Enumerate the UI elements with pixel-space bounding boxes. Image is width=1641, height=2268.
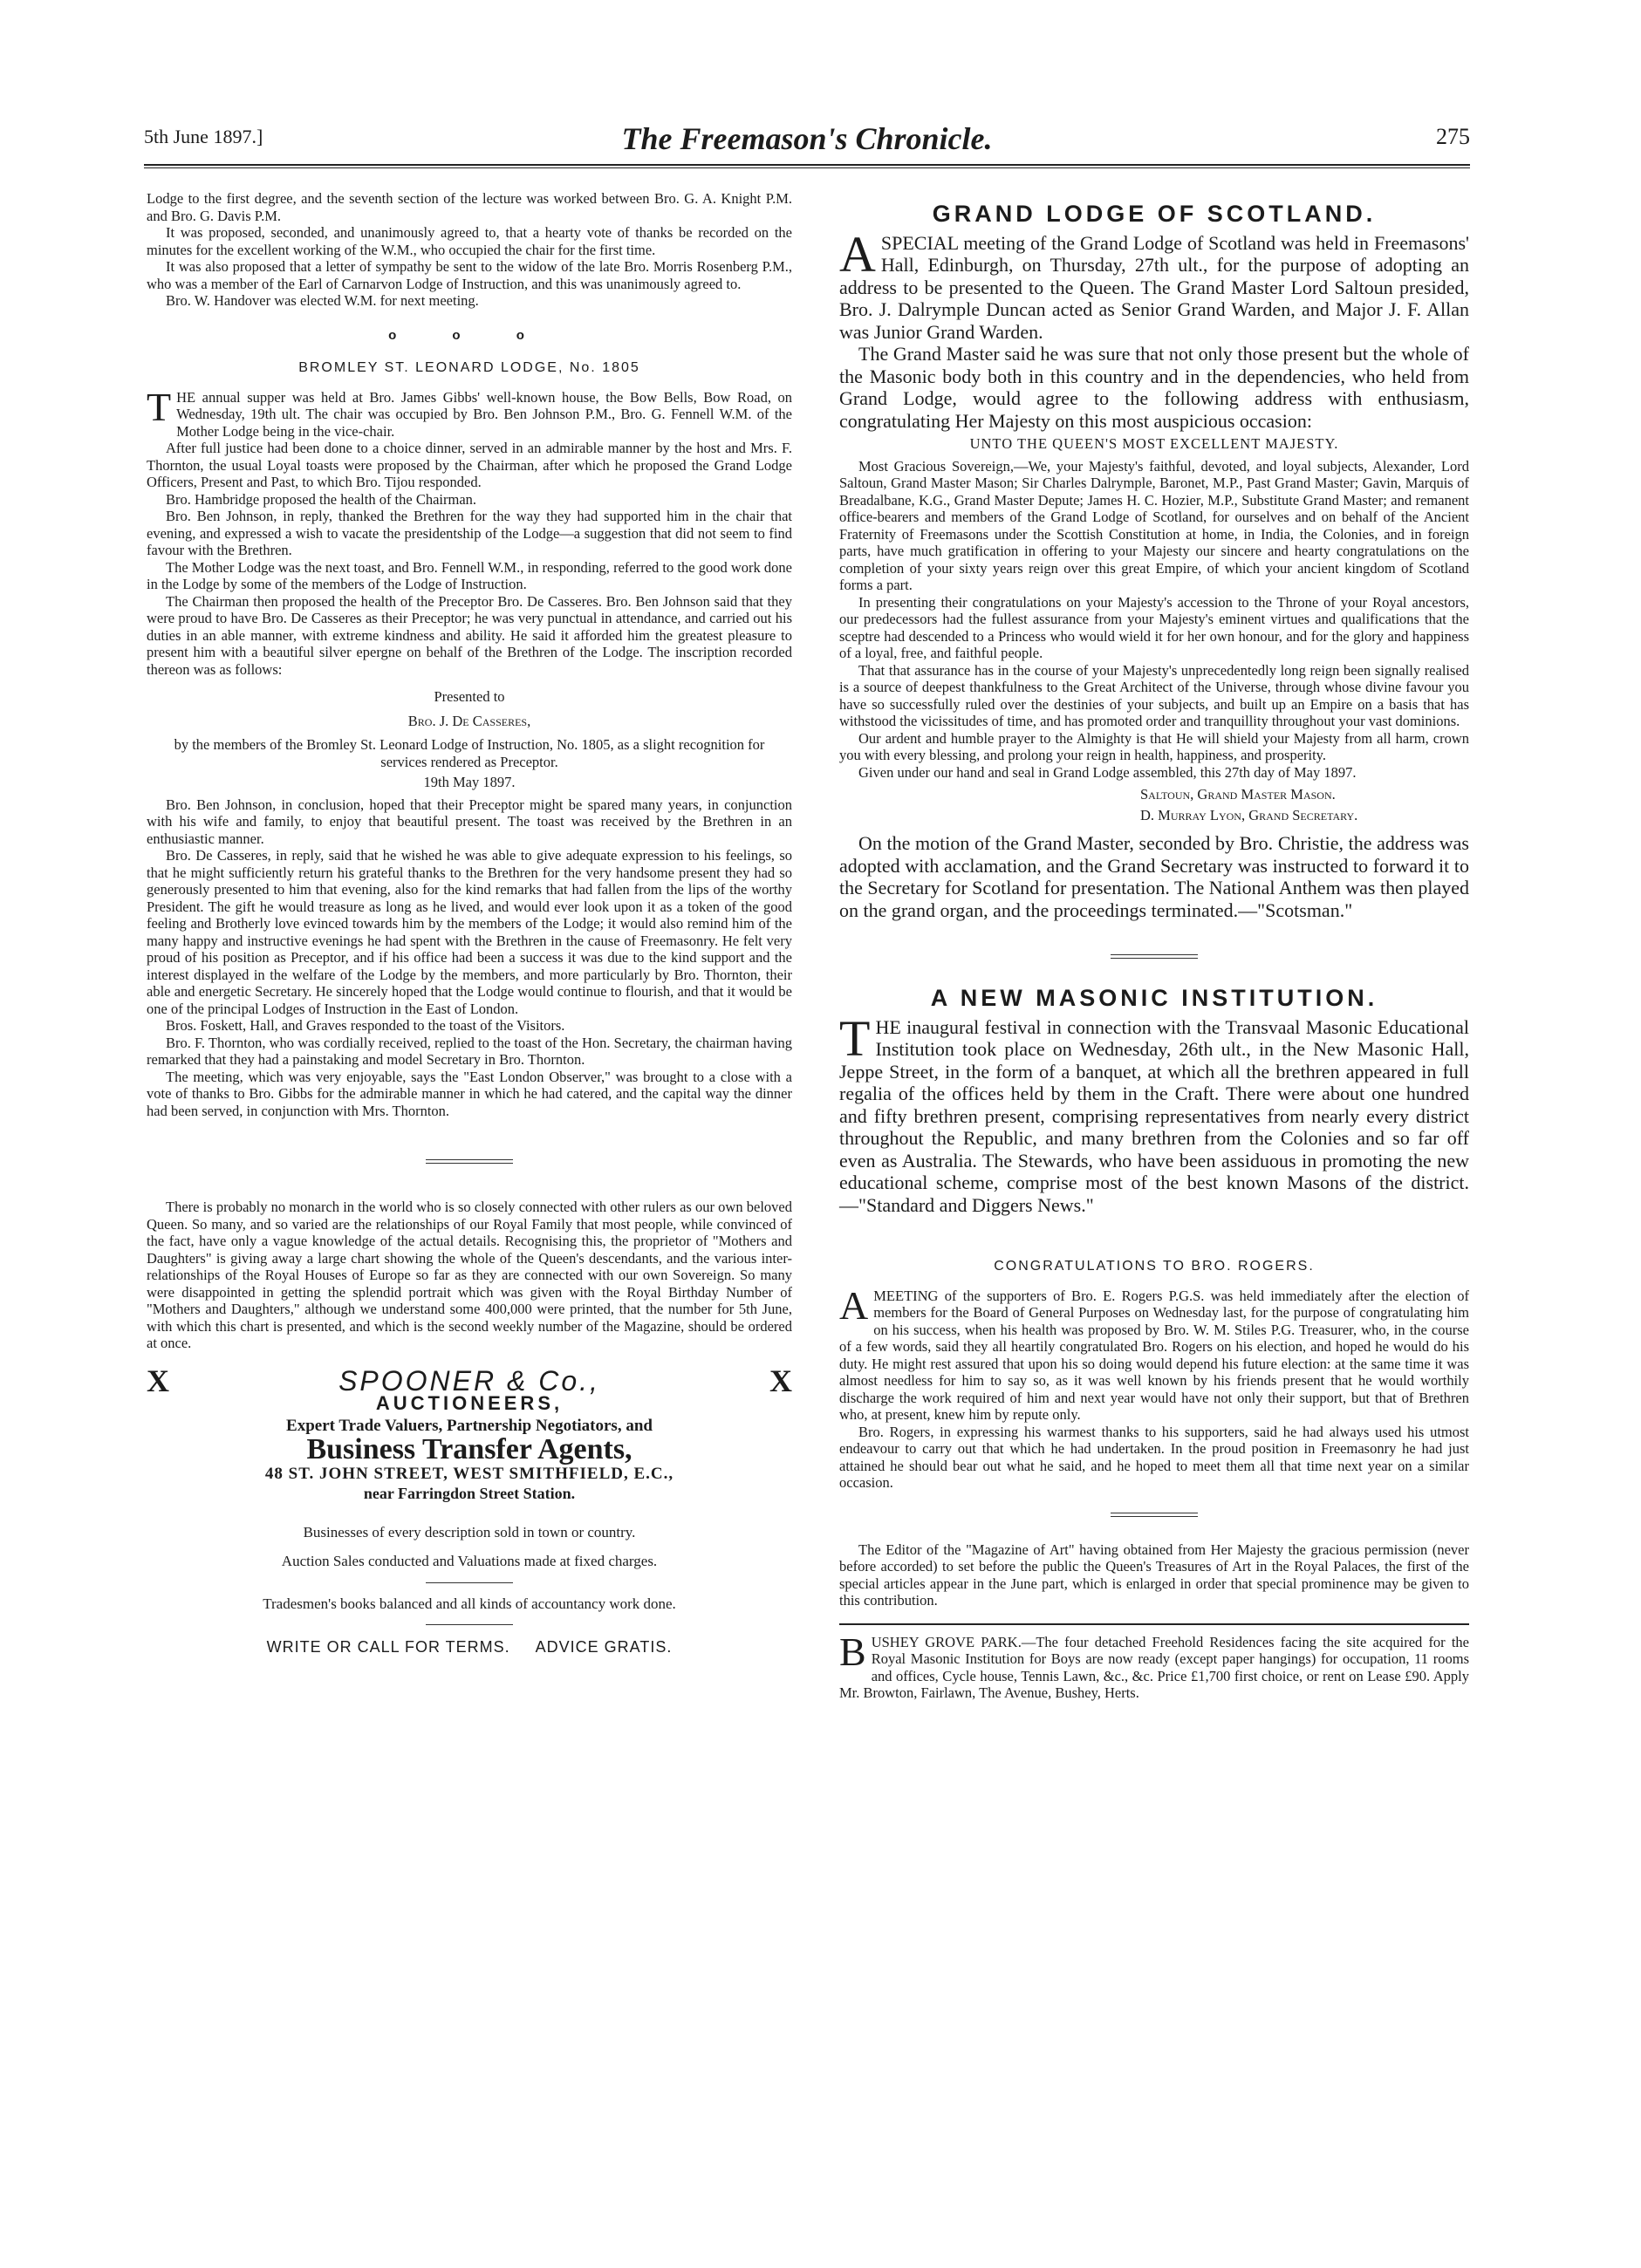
inscription-line: Presented to [434, 688, 505, 705]
paragraph: Given under our hand and seal in Grand Lodge assembled, this 27th day of May 1897. [858, 763, 1357, 781]
drop-cap: B [839, 1629, 866, 1674]
drop-cap: T [147, 384, 172, 429]
ad-auctioneers: AUCTIONEERS, [375, 1392, 564, 1414]
paragraph: THE inaugural festival in connection with the Transvaal Masonic Educational Institution took place on Wednesday, 26th ult., in the New Masonic Hall, Jeppe Street, in the form of a banquet, at which all the brethren appeared in full regalia of the offices held by them in the Craft. There were about one hundred and fifty brethren present, comprising representatives from nearly every district throughout the Republic, and many brethren from the Colonies and so far off even as Australia. The Stewards, who have been assiduous in promoting the new educational scheme, comprise most of the best known Masons of the district.—"Standard and Diggers News." [839, 1009, 1469, 1216]
paragraph: Bro. Ben Johnson, in conclusion, hoped that their Preceptor might be spared many years, in conjunction with his wife and family, to enjoy that beautiful present. The toast was received by the Brethren in an enthusiastic manner. [147, 796, 792, 847]
article-title-rogers: CONGRATULATIONS TO BRO. ROGERS. [994, 1259, 1315, 1274]
ad-station: near Farringdon Street Station. [363, 1485, 576, 1502]
separator: o o o [388, 327, 550, 343]
paragraph: Bro. Hambridge proposed the health of the Chairman. [166, 490, 477, 508]
left-column [147, 190, 792, 1657]
paragraph: THE annual supper was held at Bro. James Gibbs' well-known house, the Bow Bells, Bow Road, on Wednesday, 19th ult. The chair was occupied by Bro. Ben Johnson P.M., Bro. G. Fennell W.M. of the Mother Lodge being in the vice-chair. [147, 384, 792, 440]
ad-firm-name: SPOONER & Co., [338, 1364, 600, 1397]
ad-x-left: X [147, 1363, 169, 1398]
paragraph: The Editor of the "Magazine of Art" having obtained from Her Majesty the gracious permission (never before accorded) to set before the public the Queen's Treasures of Art in the Royal Palaces, the first of the special articles appear in the June part, which is enlarged in order that special prominence may be given to this contribution. [839, 1540, 1469, 1609]
ad-address: 48 ST. JOHN STREET, WEST SMITHFIELD, E.C., [264, 1464, 674, 1483]
paragraph: It was also proposed that a letter of sympathy be sent to the widow of the late Bro. Morris Rosenberg P.M., who was a member of the Earl of Carnarvon Lodge of Instruction, and this was unanimously agreed to. [147, 258, 792, 292]
divider [1111, 1513, 1198, 1517]
ad-divider [426, 1624, 513, 1625]
inscription-date: 19th May 1897. [423, 774, 516, 790]
ad-x-right: X [769, 1363, 792, 1398]
article-title-scotland: GRAND LODGE OF SCOTLAND. [932, 201, 1377, 227]
paragraph: Bros. Foskett, Hall, and Graves responded to the toast of the Visitors. [166, 1017, 565, 1034]
drop-cap: A [839, 1282, 869, 1328]
paragraph: The Grand Master said he was sure that not only those present but the whole of the Masonic body both in this country and in the dependencies, who held from Grand Lodge, would agree to the following address with enthusiasm, congratulating Her Majesty on this most auspicious occasion: [839, 343, 1469, 432]
divider [426, 1159, 513, 1164]
paragraph: Bro. De Casseres, in reply, said that he wished he was able to give adequate expression to his feelings, so that he might sufficiently return his grateful thanks to the Brethren for the very handsome present they had so generously presented to him that evening, also for the kind remarks that had fallen from the lips of the worthy President. The gift he would treasure as long as he lived, and would ever look upon it as a token of the good feeling and Brotherly love evinced towards him by the members of the Lodge; it would also remind him of the many happy and instructive evenings he had spent with the Brethren in the cause of Freemasonry. He felt very proud of his position as Preceptor, and if his office had been a success it was due to the kind support and the interest displayed in the welfare of the Lodge by the members, and more particularly by Bro. Thornton, their able and energetic Secretary. He sincerely hoped that the Lodge would continue to flourish, and that it would be one of the principal Lodges of Instruction in the East of London. [147, 847, 792, 1017]
divider [1111, 954, 1198, 959]
ad-header [147, 1363, 792, 1398]
article-title-bromley: BROMLEY ST. LEONARD LODGE, No. 1805 [298, 360, 640, 375]
paragraph: The Mother Lodge was the next toast, and Bro. Fennell W.M., in responding, referred to the good work done in the Lodge by some of the members of the Lodge of Instruction. [147, 558, 792, 592]
paragraph: The meeting, which was very enjoyable, says the "East London Observer," was brought to a close with a vote of thanks to Bro. Gibbs for the admirable manner in which he had catered, and the capital way the dinner had been served, in conjunction with Mrs. Thornton. [147, 1068, 792, 1119]
ad-write: WRITE OR CALL FOR TERMS. ADVICE GRATIS. [266, 1638, 673, 1656]
inscription-name: Bro. J. De Casseres, [407, 712, 531, 729]
paragraph: There is probably no monarch in the world who is so closely connected with other rulers as our own beloved Queen. So many, and so varied are the relationships of our Royal Family that most people, while convinced of the fact, have only a vague knowledge of the actual details. Recognising this, the proprietor of "Mothers and Daughters" is giving away a large chart showing the whole of the Queen's descendants, and the various inter-relationships of the Royal Houses of Europe so far as they are connected with our own Sovereign. So many were disappointed in getting the splendid portrait which was given with the Royal Birthday Number of "Mothers and Daughters," although we understand some 400,000 were printed, that the number for 5th June, with which this chart is presented, and which is the second weekly number of the Magazine, should be ordered at once. [147, 1199, 792, 1351]
paragraph: The Chairman then proposed the health of the Preceptor Bro. De Casseres. Bro. Ben Johnson said that they were proud to have Bro. De Casseres as their Preceptor; he was very punctual in attendance, and carried out his duties in an able manner, with extreme kindness and ability. He said it afforded him the greatest pleasure to present him with a beautiful silver epergne on behalf of the Brethren of the Lodge. The inscription recorded thereon was as follows: [147, 592, 792, 678]
ad-divider [426, 1582, 513, 1583]
paragraph: Bro. Ben Johnson, in reply, thanked the Brethren for the way they had supported him in the chair that evening, and expressed a wish to vacate the presidentship of the Lodge—a suggestion that did not seem to find favour with the Brethren. [147, 508, 792, 558]
paragraph: It was proposed, seconded, and unanimously agreed to, that a hearty vote of thanks be recorded on the minutes for the excellent working of the W.M., who occupied the chair for the first time. [147, 224, 792, 258]
paragraph: After full justice had been done to a choice dinner, served in an admirable manner by the host and Mrs. F. Thornton, the usual Loyal toasts were proposed by the Chairman, after which he proposed the Grand Lodge Officers, Present and Past, to which Bro. Tijou responded. [147, 440, 792, 490]
header-rule-thin [144, 167, 1470, 168]
paragraph: That that assurance has in the course of your Majesty's unprecedentedly long reign been signally realised is a source of deepest thankfulness to the Great Architect of the Universe, through whose divine favour you have so successfully ruled over the destinies of your subjects, and built up an Empire on a basis that has withstood the vicissitudes of time, and has promoted order and tranquillity throughout your vast dominions. [839, 661, 1469, 729]
drop-cap: A [839, 225, 876, 283]
ad-business-agents: Business Transfer Agents, [306, 1433, 632, 1465]
ad-line: Auction Sales conducted and Valuations made at fixed charges. [281, 1553, 658, 1569]
page-number: 275 [1436, 124, 1470, 149]
masthead: The Freemason's Chronicle. [621, 121, 993, 156]
inscription-text: by the members of the Bromley St. Leonard Lodge of Instruction, No. 1805, as a slight recognition for services rendered as Preceptor. [174, 736, 765, 770]
issue-date: 5th June 1897.] [144, 126, 263, 147]
ad-line: Tradesmen's books balanced and all kinds of accountancy work done. [263, 1595, 676, 1612]
drop-cap: T [839, 1009, 871, 1067]
signature: D. Murray Lyon, Grand Secretary. [1140, 806, 1358, 823]
signature: Saltoun, Grand Master Mason. [1140, 786, 1336, 803]
paragraph: ASPECIAL meeting of the Grand Lodge of Scotland was held in Freemasons' Hall, Edinburgh, on Thursday, 27th ult., for the purpose of adopting an address to be presented to the Queen. The Grand Master Lord Saltoun presided, Bro. J. Dalrymple Duncan acted as Senior Grand Warden, and Major J. F. Allan was Junior Grand Warden. [839, 225, 1469, 343]
page-header [144, 120, 1470, 155]
paragraph: BUSHEY GROVE PARK.—The four detached Freehold Residences facing the site acquired for the Royal Masonic Institution for Boys are now ready (except paper hangings) for occupation, 11 rooms and offices, Cycle house, Tennis Lawn, &c., &c. Price £1,700 first choice, or rent on Lease £90. Apply Mr. Browton, Fairlawn, The Avenue, Bushey, Herts. [839, 1629, 1469, 1701]
paragraph: On the motion of the Grand Master, seconded by Bro. Christie, the address was adopted with acclamation, and the Grand Secretary was instructed to forward it to the Secretary for Scotland for presentation. The National Anthem was then played on the grand organ, and the proceedings terminated.—"Scotsman." [839, 832, 1469, 921]
header-rule [144, 164, 1470, 166]
ad-expert: Expert Trade Valuers, Partnership Negotiators, and [286, 1416, 653, 1435]
right-column [839, 190, 1469, 1702]
paragraph: Our ardent and humble prayer to the Almighty is that He will shield your Majesty from all harm, crown you with every blessing, and prolong your reign in health, happiness, and prosperity. [839, 729, 1469, 763]
paragraph: AMEETING of the supporters of Bro. E. Rogers P.G.S. was held immediately after the election of members for the Board of General Purposes on Wednesday last, for the purpose of congratulating him on his success, when his health was proposed by Bro. W. M. Stiles P.G. Treasurer, who, in the course of a few words, said they all heartily congratulated Bro. Rogers on his election, and hoped he would do his duty. He might rest assured that upon his so doing would depend his future election: at the same time it was almost needless for him to say so, as it was well known by his friends present that he would worthily discharge the work required of him and next year would have not only their support, but that of Brethren who, at present, knew him by repute only. [839, 1282, 1469, 1423]
paragraph: Most Gracious Sovereign,—We, your Majesty's faithful, devoted, and loyal subjects, Alexander, Lord Saltoun, Grand Master Mason; Sir Charles Dalrymple, Baronet, M.P., Past Grand Master; Gavin, Marquis of Breadalbane, K.G., Grand Master Depute; James H. C. Hozier, M.P., Substitute Grand Master; and remanent office-bearers and members of the Grand Lodge of Scotland, for ourselves and on behalf of the Ancient Fraternity of Freemasons under the Scottish Constitution at home, in India, the Colonies, and in foreign parts, have much gratification in offering to your Majesty our sincere and hearty congratulations on the completion of your sixty years reign over this great Empire, of which your ancient kingdom of Scotland forms a part. [839, 457, 1469, 593]
ad-line: Businesses of every description sold in town or country. [303, 1523, 636, 1540]
paragraph: Bro. W. Handover was elected W.M. for next meeting. [166, 292, 479, 309]
paragraph: Bro. Rogers, in expressing his warmest thanks to his supporters, said he had always used his utmost endeavour to carry out that which he had undertaken. In the proud position in Freemasonry he had just attained he should bear out what he said, and he hoped to meet them all that time next year on a similar occasion. [839, 1423, 1469, 1491]
rule [839, 1623, 1469, 1625]
address-title: UNTO THE QUEEN'S MOST EXCELLENT MAJESTY. [969, 435, 1339, 452]
paragraph: Lodge to the first degree, and the seventh section of the lecture was worked between Bro. G. A. Knight P.M. and Bro. G. Davis P.M. [147, 190, 792, 224]
paragraph: In presenting their congratulations on your Majesty's accession to the Throne of your Royal ancestors, our predecessors had the fullest assurance from your Majesty's eminent virtues and qualifications that the sceptre had descended to a Princess who would wield it for her own honour, and for the glory and happiness of a loyal, free, and faithful people. [839, 593, 1469, 661]
paragraph: Bro. F. Thornton, who was cordially received, replied to the toast of the Hon. Secretary, the chairman having remarked that they had a painstaking and model Secretary in Bro. Thornton. [147, 1034, 792, 1068]
article-title-masonic: A NEW MASONIC INSTITUTION. [930, 985, 1378, 1011]
advertisement-spooner [147, 1363, 792, 1657]
